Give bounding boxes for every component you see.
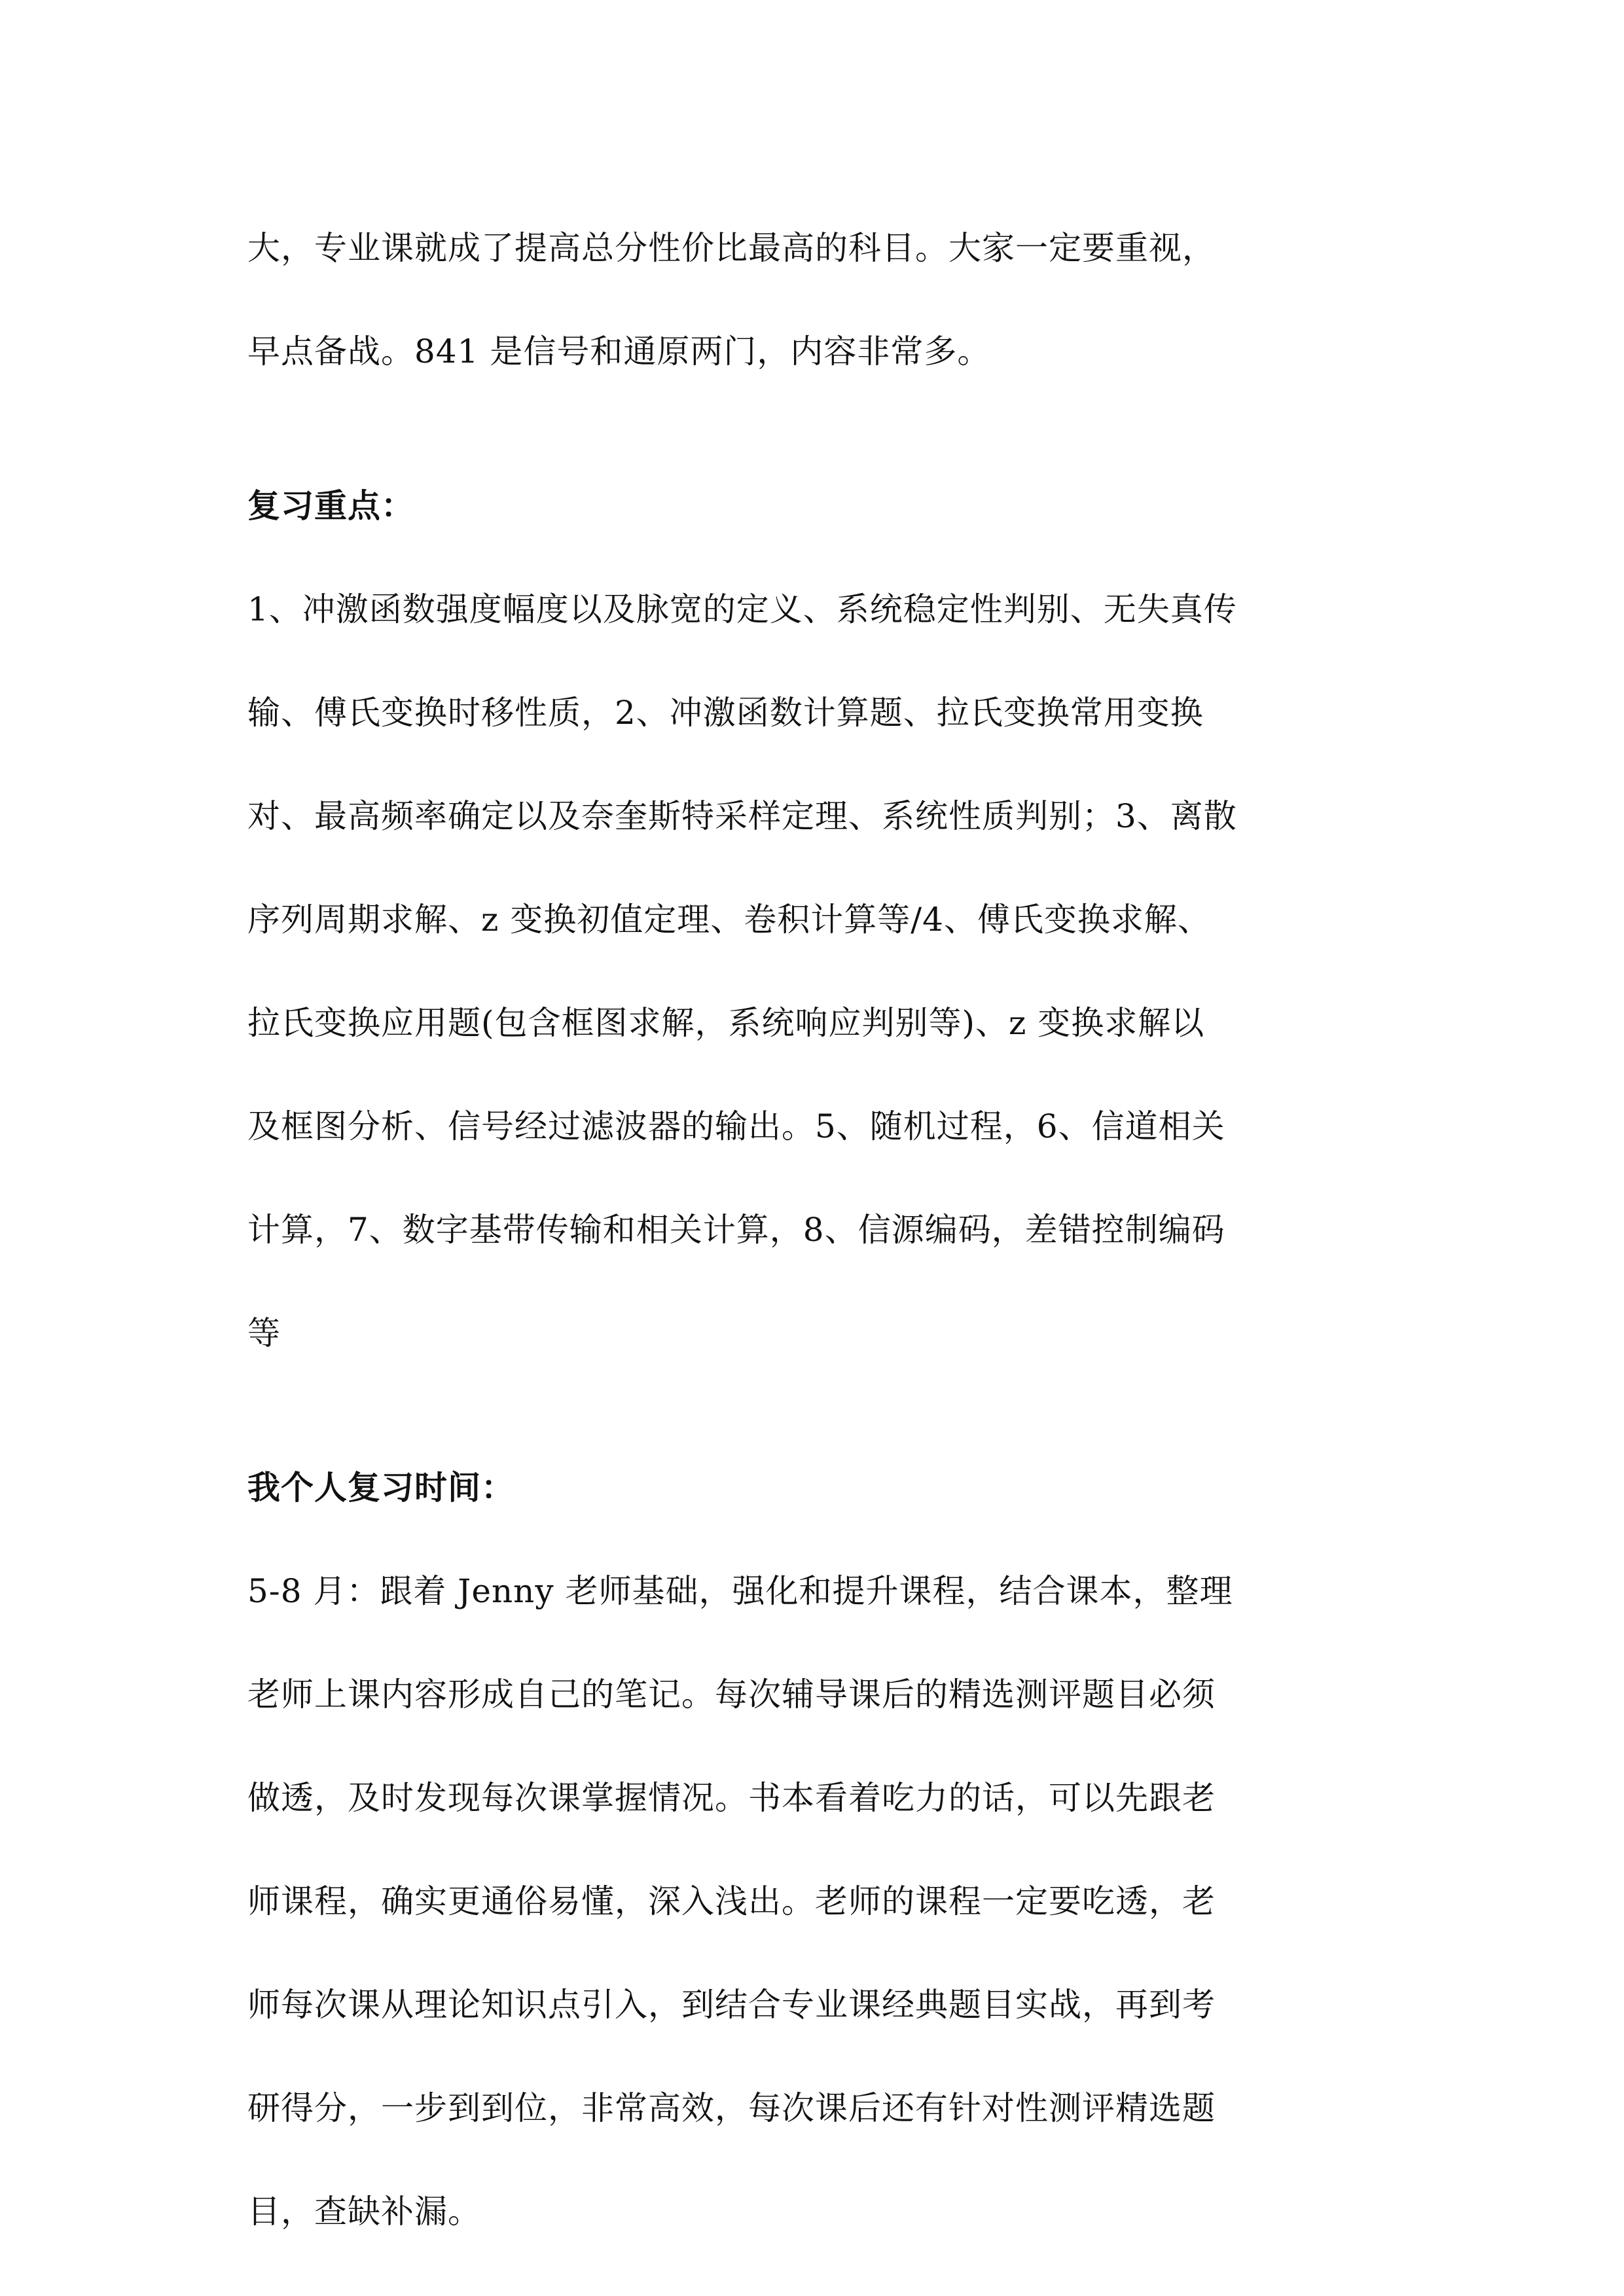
- paragraph-line: 拉氏变换应用题(包含框图求解，系统响应判别等)、z 变换求解以: [247, 1004, 1205, 1042]
- paragraph-line: 计算，7、数字基带传输和相关计算，8、信源编码，差错控制编码: [247, 1211, 1225, 1249]
- paragraph-line: 等: [247, 1314, 281, 1352]
- paragraph-line: 大，专业课就成了提高总分性价比最高的科目。大家一定要重视，: [247, 229, 1216, 267]
- paragraph-line: 师每次课从理论知识点引入，到结合专业课经典题目实战，再到考: [247, 1986, 1216, 2024]
- paragraph-line: 5-8 月：跟着 Jenny 老师基础，强化和提升课程，结合课本，整理: [247, 1572, 1233, 1610]
- intro-paragraph: [247, 196, 1386, 403]
- paragraph-line: 老师上课内容形成自己的笔记。每次辅导课后的精选测评题目必须: [247, 1676, 1216, 1713]
- paragraph-line: 序列周期求解、z 变换初值定理、卷积计算等/4、傅氏变换求解、: [247, 901, 1211, 939]
- paragraph-line: 目，查缺补漏。: [247, 2193, 481, 2231]
- personal-time-section: [247, 1436, 1386, 2263]
- paragraph-line: 师课程，确实更通俗易懂，深入浅出。老师的课程一定要吃透，老: [247, 1882, 1216, 1920]
- section-heading-personal-time: 我个人复习时间：: [247, 1468, 514, 1507]
- paragraph-line: 输、傅氏变换时移性质，2、冲激函数计算题、拉氏变换常用变换: [247, 694, 1204, 732]
- paragraph-line: 1、冲激函数强度幅度以及脉宽的定义、系统稳定性判别、无失真传: [247, 590, 1237, 628]
- document-body: [247, 196, 1386, 2263]
- paragraph-line: 研得分，一步到到位，非常高效，每次课后还有针对性测评精选题: [247, 2089, 1216, 2127]
- paragraph-line: 做透，及时发现每次课掌握情况。书本看着吃力的话，可以先跟老: [247, 1779, 1216, 1817]
- paragraph-line: 对、最高频率确定以及奈奎斯特采样定理、系统性质判别；3、离散: [247, 797, 1237, 835]
- section-heading-review-focus: 复习重点：: [247, 486, 414, 525]
- review-focus-section: [247, 454, 1386, 1385]
- paragraph-gap: [247, 403, 1386, 454]
- paragraph-line: 早点备战。841 是信号和通原两门，内容非常多。: [247, 332, 991, 370]
- paragraph-line: 及框图分析、信号经过滤波器的输出。5、随机过程，6、信道相关: [247, 1107, 1225, 1145]
- paragraph-gap: [247, 1385, 1386, 1436]
